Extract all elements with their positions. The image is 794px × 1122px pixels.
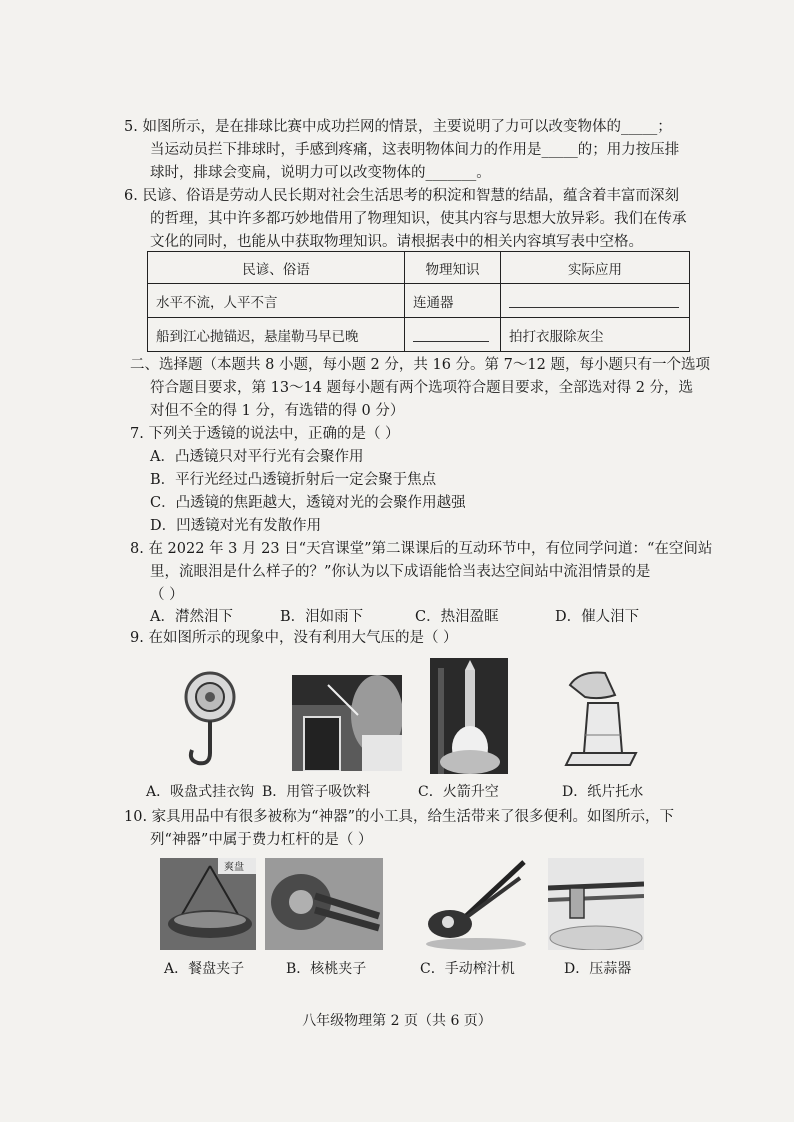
q8-options <box>150 607 639 627</box>
q10-caption-a: A．餐盘夹子 <box>164 961 245 977</box>
section2-line2: 符合题目要求，第 13～14 题每小题有两个选项符合题目要求，全部选对得 2 分，选 <box>150 380 694 396</box>
q6-line2: 的哲理，其中许多都巧妙地借用了物理知识，使其内容与思想大放异彩。我们在传承 <box>150 211 687 227</box>
q9-caption-c: C．火箭升空 <box>418 784 499 800</box>
answer-blank[interactable] <box>509 294 679 308</box>
q8-line3: （ ） <box>150 587 184 603</box>
q9-caption-b: B．用管子吸饮料 <box>262 784 371 800</box>
walnut-cracker-photo <box>265 858 383 950</box>
q8-line1: 8. 在 2022 年 3 月 23 日“天宫课堂”第二课课后的互动环节中，有位同学问道：“在空间站 <box>130 541 713 557</box>
paper-holds-water-photo <box>560 665 640 775</box>
table-header-application: 实际应用 <box>501 252 690 284</box>
plate-clip-photo <box>160 858 256 950</box>
section2-line3: 对但不全的得 1 分，有选错的得 0 分） <box>150 403 405 419</box>
drinking-straw-photo <box>292 675 402 771</box>
q8-option-b: B．泪如雨下 <box>280 609 364 625</box>
section2-line1: 二、选择题（本题共 8 小题，每小题 2 分，共 16 分。第 7～12 题，每小题只有一个选项 <box>130 357 710 373</box>
q10-caption-d: D．压蒜器 <box>564 961 632 977</box>
q10-line1: 10. 家具用品中有很多被称为“神器”的小工具，给生活带来了很多便利。如图所示，下 <box>124 809 674 825</box>
q10-caption-c: C．手动榨汁机 <box>420 961 515 977</box>
q7-option-b: B．平行光经过凸透镜折射后一定会聚于焦点 <box>150 472 437 488</box>
plate-clip-label: 爽盘 <box>224 862 244 873</box>
table-cell-application: 拍打衣服除灰尘 <box>501 318 690 352</box>
q8-option-d: D．催人泪下 <box>555 609 640 625</box>
table-header-knowledge: 物理知识 <box>405 252 501 284</box>
q10-caption-b: B．核桃夹子 <box>286 961 367 977</box>
q8-line2: 里，流眼泪是什么样子的？”你认为以下成语能恰当表达空间站中流泪情景的是 <box>150 564 651 580</box>
q7-option-d: D．凹透镜对光有发散作用 <box>150 518 322 534</box>
suction-hook-photo <box>170 665 250 775</box>
q8-option-a: A．潸然泪下 <box>150 609 233 625</box>
rocket-launch-photo <box>430 658 508 774</box>
q7-stem: 7. 下列关于透镜的说法中，正确的是（ ） <box>130 426 400 442</box>
page-footer: 八年级物理第 2 页（共 6 页） <box>302 1013 492 1029</box>
proverb-table <box>147 251 690 352</box>
garlic-press-photo <box>548 858 644 950</box>
table-row <box>148 284 690 318</box>
table-cell-saying: 水平不流，人平不言 <box>148 284 405 318</box>
q9-caption-d: D．纸片托水 <box>562 784 644 800</box>
table-cell-saying: 船到江心抛锚迟，悬崖勒马早已晚 <box>148 318 405 352</box>
q9-stem: 9. 在如图所示的现象中，没有利用大气压的是（ ） <box>130 630 458 646</box>
q9-caption-a: A．吸盘式挂衣钩 <box>146 784 255 800</box>
q5-line2: 当运动员拦下排球时，手感到疼痛，这表明物体间力的作用是_____的；用力按压排 <box>150 142 680 158</box>
q5-line3: 球时，排球会变扁，说明力可以改变物体的_______。 <box>150 165 491 181</box>
q5-line1: 5. 如图所示，是在排球比赛中成功拦网的情景，主要说明了力可以改变物体的_____； <box>124 119 672 135</box>
answer-blank[interactable] <box>413 328 489 342</box>
table-cell-knowledge-blank[interactable] <box>405 318 501 352</box>
q10-line2: 列“神器”中属于费力杠杆的是（ ） <box>150 832 373 848</box>
juicer-photo <box>420 858 532 950</box>
table-row <box>148 318 690 352</box>
q7-option-c: C．凸透镜的焦距越大，透镜对光的会聚作用越强 <box>150 495 466 511</box>
table-header-saying: 民谚、俗语 <box>148 252 405 284</box>
q6-line1: 6. 民谚、俗语是劳动人民长期对社会生活思考的积淀和智慧的结晶，蕴含着丰富而深刻 <box>124 188 679 204</box>
q7-option-a: A．凸透镜只对平行光有会聚作用 <box>150 449 364 465</box>
q6-line3: 文化的同时，也能从中获取物理知识。请根据表中的相关内容填写表中空格。 <box>150 234 643 250</box>
table-cell-application-blank[interactable] <box>501 284 690 318</box>
q8-option-c: C．热泪盈眶 <box>415 609 499 625</box>
table-cell-knowledge: 连通器 <box>405 284 501 318</box>
